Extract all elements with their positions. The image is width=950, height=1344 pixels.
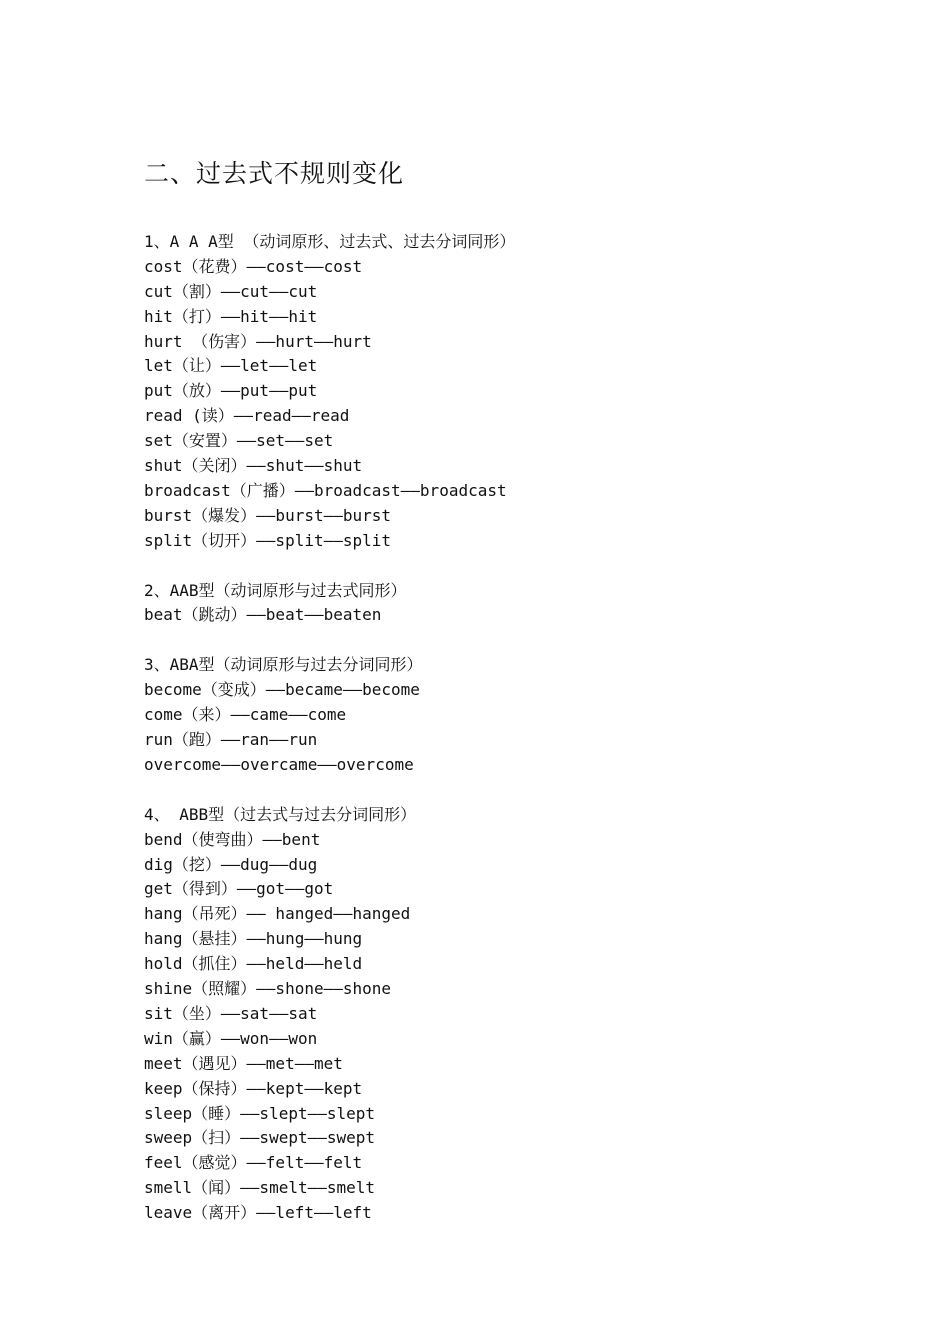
verb-entry: keep（保持）——kept——kept [144, 1078, 363, 1098]
verb-entry: sleep（睡）——slept——slept [144, 1103, 376, 1123]
verb-entry: hang（悬挂）——hung——hung [144, 929, 363, 949]
verb-entry: shut（关闭）——shut——shut [144, 456, 363, 476]
section-heading: 2、AAB型（动词原形与过去式同形） [144, 580, 407, 600]
page-title: 二、过去式不规则变化 [144, 159, 405, 188]
verb-entry: shine（照耀）——shone——shone [144, 979, 392, 999]
verb-entry: hurt （伤害）——hurt——hurt [144, 331, 372, 351]
verb-entry: let（让）——let——let [144, 356, 318, 376]
section-abb [144, 803, 904, 1226]
section-heading: 3、ABA型（动词原形与过去分词同形） [144, 655, 423, 675]
verb-entry: hang（吊死）—— hanged——hanged [144, 904, 411, 924]
section-heading: 4、 ABB型（过去式与过去分词同形） [144, 804, 417, 824]
verb-entry: win（赢）——won——won [144, 1028, 318, 1048]
verb-entry: get（得到）——got——got [144, 879, 334, 899]
verb-entry: dig（挖）——dug——dug [144, 854, 318, 874]
verb-entry: hit（打）——hit——hit [144, 306, 318, 326]
verb-entry: cut（割）——cut——cut [144, 281, 318, 301]
verb-entry: set（安置）——set——set [144, 431, 334, 451]
verb-entry: bend（使弯曲）——bent [144, 829, 321, 849]
verb-entry: become（变成）——became——become [144, 680, 420, 700]
verb-entry: hold（抓住）——held——held [144, 954, 363, 974]
verb-entry: read (读）——read——read [144, 406, 350, 426]
section-heading: 1、A A A型 （动词原形、过去式、过去分词同形） [144, 232, 516, 251]
verb-entry: leave（离开）——left——left [144, 1203, 372, 1223]
verb-entry: overcome——overcame——overcome [144, 754, 414, 774]
section-aab [144, 579, 904, 629]
verb-entry: come（来）——came——come [144, 705, 347, 725]
verb-entry: put（放）——put——put [144, 381, 318, 401]
verb-entry: sit（坐）——sat——sat [144, 1003, 318, 1023]
verb-entry: beat（跳动）——beat——beaten [144, 605, 382, 625]
verb-entry: meet（遇见）——met——met [144, 1053, 343, 1073]
verb-entry: run（跑）——ran——run [144, 730, 318, 750]
section-aaa [144, 230, 904, 554]
verb-entry: smell（闻）——smelt——smelt [144, 1178, 376, 1198]
section-aba [144, 653, 904, 777]
verb-entry: cost（花费）——cost——cost [144, 256, 363, 276]
verb-entry: sweep（扫）——swept——swept [144, 1128, 376, 1148]
document-page [144, 156, 904, 1251]
verb-entry: split（切开）——split——split [144, 530, 392, 550]
verb-entry: burst（爆发）——burst——burst [144, 505, 392, 525]
verb-entry: broadcast（广播）——broadcast——broadcast [144, 480, 507, 500]
verb-entry: feel（感觉）——felt——felt [144, 1153, 363, 1173]
